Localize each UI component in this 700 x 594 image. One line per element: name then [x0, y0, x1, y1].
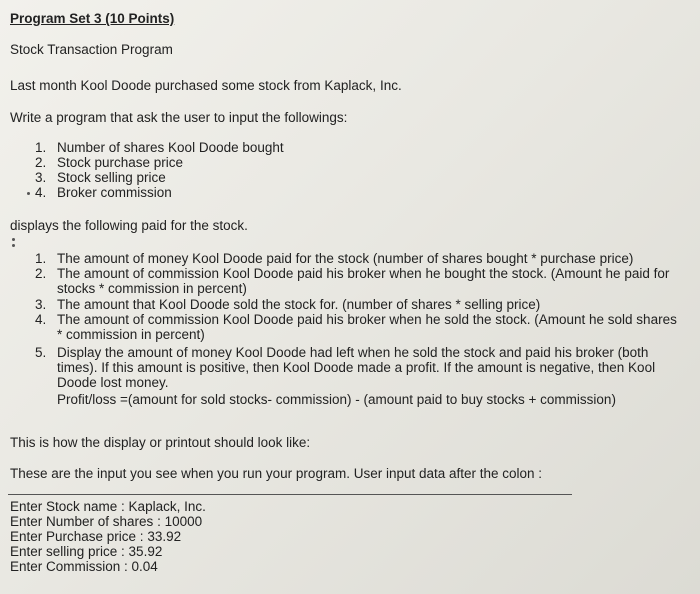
- output-item-line: stocks * commission in percent): [57, 281, 247, 296]
- output-item-1: [35, 251, 633, 267]
- output-item-number: 5.: [35, 345, 47, 360]
- output-item-line: The amount of commission Kool Doode paid his broker when he sold the stock. (Amount he sold shares: [57, 312, 677, 327]
- stray-mark: [12, 238, 15, 241]
- stray-mark: [27, 192, 30, 195]
- output-item-line: Display the amount of money Kool Doode had left when he sold the stock and paid his broker (both: [57, 345, 649, 360]
- input-item-number: 2.: [35, 155, 47, 170]
- sample-line-commission: Enter Commission : 0.04: [10, 559, 158, 574]
- write-prompt: Write a program that ask the user to input the followings:: [10, 110, 348, 125]
- stray-mark: [12, 244, 15, 247]
- output-item-2: [35, 266, 669, 282]
- output-item-line: Doode lost money.: [57, 375, 169, 390]
- sample-line-selling-price: Enter selling price : 35.92: [10, 544, 163, 559]
- input-item-text: Stock purchase price: [57, 155, 184, 170]
- output-item-5: [35, 345, 648, 361]
- output-item-line: The amount of money Kool Doode paid for the stock (number of shares bought * purchase price): [57, 251, 634, 266]
- subtitle: Stock Transaction Program: [10, 42, 173, 57]
- input-item-text: Number of shares Kool Doode bought: [57, 140, 284, 155]
- input-item-number: 3.: [35, 170, 47, 185]
- input-item-1: [35, 140, 284, 156]
- output-item-3: [35, 297, 540, 313]
- input-item-3: [35, 170, 166, 186]
- output-item-line: times). If this amount is positive, then Kool Doode made a profit. If the amount is negative, then Kool: [57, 360, 656, 375]
- input-item-2: [35, 155, 183, 171]
- output-item-number: 2.: [35, 266, 47, 281]
- input-item-number: 4.: [35, 185, 47, 200]
- input-item-number: 1.: [35, 140, 47, 155]
- output-item-line: * commission in percent): [57, 327, 205, 342]
- output-item-4: [35, 312, 677, 328]
- sample-line-stock-name: Enter Stock name : Kaplack, Inc.: [10, 499, 206, 514]
- profit-loss-formula: Profit/loss =(amount for sold stocks- commission) - (amount paid to buy stocks + commission): [57, 392, 616, 407]
- displays-heading: displays the following paid for the stock.: [10, 218, 248, 233]
- output-item-line: The amount that Kool Doode sold the stock for. (number of shares * selling price): [57, 297, 541, 312]
- sample-line-shares: Enter Number of shares : 10000: [10, 514, 203, 529]
- intro-text: Last month Kool Doode purchased some stock from Kaplack, Inc.: [10, 78, 402, 93]
- input-note: These are the input you see when you run your program. User input data after the colon :: [10, 466, 543, 481]
- output-item-number: 1.: [35, 251, 47, 266]
- page-title: Program Set 3 (10 Points): [10, 11, 175, 26]
- input-item-text: Broker commission: [57, 185, 172, 200]
- sample-line-purchase-price: Enter Purchase price : 33.92: [10, 529, 182, 544]
- output-item-number: 4.: [35, 312, 47, 327]
- input-item-text: Stock selling price: [57, 170, 166, 185]
- output-item-number: 3.: [35, 297, 47, 312]
- output-item-line: The amount of commission Kool Doode paid his broker when he bought the stock. (Amount he paid for: [57, 266, 670, 281]
- display-intro: This is how the display or printout should look like:: [10, 435, 311, 450]
- input-item-4: [35, 185, 172, 201]
- divider-line: [8, 494, 572, 495]
